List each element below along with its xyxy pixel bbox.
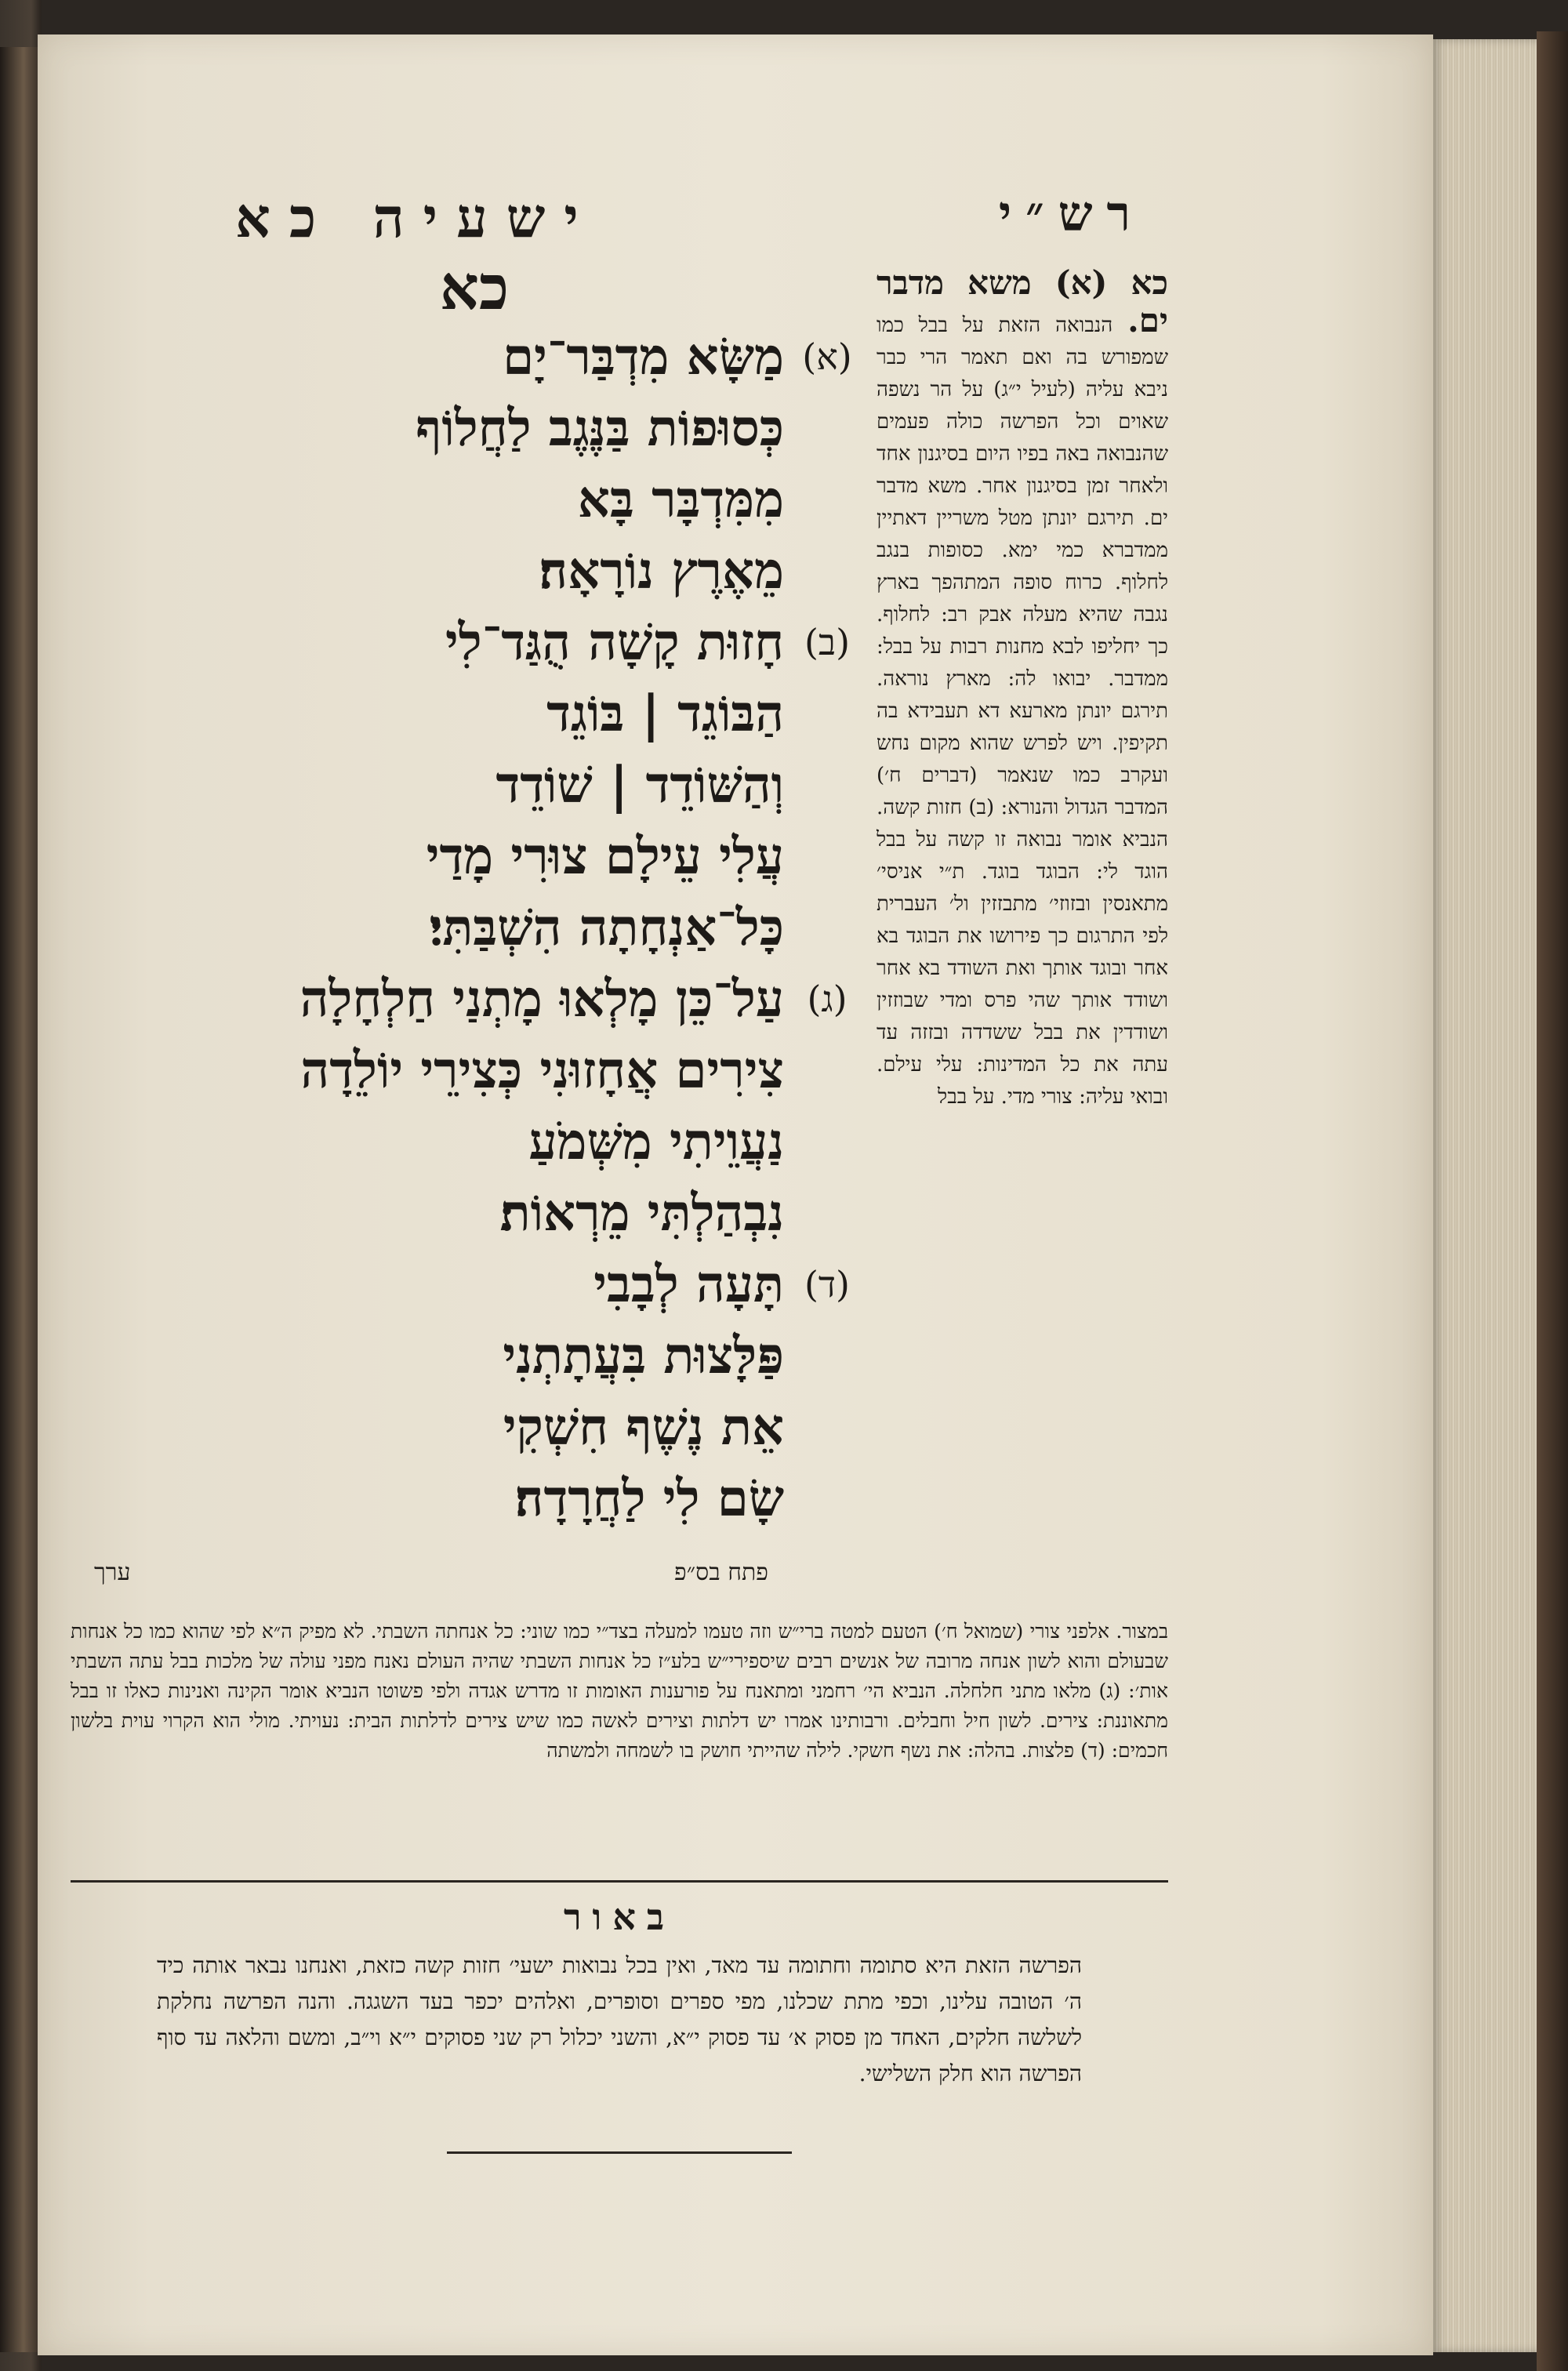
verse-line [157,393,862,464]
verse-text: כְּסוּפוֹת בַּנֶּגֶב לַחֲלוֹף [416,399,784,458]
chapter-number: כא [439,252,510,324]
verse-line [157,321,862,393]
verse-line [157,464,862,536]
page-edges [1433,39,1551,2352]
verse-number: (ב) [804,621,851,663]
verse-text: הַבּוֹגֵד | בּוֹגֵד [546,684,784,743]
page-marks [94,1559,768,1598]
verse-text: עֲלִי עֵילָם צוּרִי מָדַי [426,827,784,886]
verse-text: מֵאֶרֶץ נוֹרָאָה׃ [539,542,784,601]
verse-line [157,1463,862,1534]
verse-text: מַשָּׂא מִדְבַּר־יָם [503,328,784,387]
catchword: ערך [94,1559,131,1586]
verse-line [157,964,862,1035]
rashi-commentary [877,263,1169,1615]
verse-line [157,1035,862,1106]
verse-text: שָׂם לִי לַחֲרָדָה׃ [514,1469,784,1528]
verse-line [157,1249,862,1320]
rashi-body: הנבואה הזאת על בבל כמו שמפורש בה ואם תאמר הרי כבר ניבא עליה (לעיל י״ג) על הר נשפה שאוים וכל הפרשה כולה פעמים שהנבואה באה בפיו היום בסיגנון אחד ולאחר זמן בסיגנון אחר. משא מדבר ים. תירגם יונתן מטל משריין דאתיין ממדברא כמי ימא. כסופות בנגב לחלוף. כרוח סופה המתהפך בארץ נגבה שהיא מעלה אבק רב: לחלוף. כך יחליפו לבא מחנות רבות על בבל: ממדבר. יבואו לה: מארץ נוראה. תירגם יונתן מארעא דא תעבידא בה תקיפין. ויש לפרש שהוא מקום נחש ועקרב כמו שנאמר (דברים ח׳) המדבר הגדול והנורא: (ב) חזות קשה. הנביא אומר נבואה זו קשה על בבל הוגד לי: הבוגד בוגד. ת״י אניסי׳ מתאנסין ובזוזי׳ מתבזזין ול׳ העברית לפי התרגום כך פירושו את הבוגד בא אחר ובוגד אותך ואת השודד בא אחר ושודד אותך שהי פרס ומדי שבוזזין ושודדין את בבל ששדדה ובזזה עד עתה את כל המדינות: עלי עילם. ובואי עליה: צורי מדי. על בבל [877,314,1168,1109]
beur-title: באור [563,1896,676,1938]
right-binding [1537,31,1568,2371]
verse-line [157,821,862,892]
left-binding [0,47,39,2352]
verse-line [157,1106,862,1178]
verse-text: חָזוּת קָשָׁה הֻגַּד־לִי [445,613,784,672]
beur-divider [447,2151,792,2154]
verse-text: וְהַשּׁוֹדֵד | שׁוֹדֵד [495,756,784,815]
parasha-mark: פתח בס״פ [674,1559,768,1586]
beur-text: הפרשה הזאת היא סתומה וחתומה עד מאד, ואין בכל נבואות ישעי׳ חזות קשה כזאת, ואנחנו נבאר אותה כיד ה׳ הטובה עלינו, וכפי מתת שכלנו, מפי ספרים וסופרים, ואלהים יכפר בעד השגגה. והנה הפרשה נחלקת לשלשה חלקים, האחד מן פסוק א׳ עד פסוק י״א, והשני יכלול רק שני פסוקים י״א וי״ב, ומשם והלאה עד סוף הפרשה הוא חלק השלישי. [157,1952,1082,2086]
verse-column [157,321,862,1615]
verse-line [157,1392,862,1463]
verse-line [157,750,862,821]
verse-line [157,1178,862,1249]
rashi-heading: כא (א) משא מדבר ים. [877,263,1169,339]
verse-line [157,536,862,607]
rashi-commentary-continued: במצור. אלפני צורי (שמואל ח׳) הטעם למטה ברי״ש וזה טעמו למעלה בצד״י כמו שוני: כל אנחתה השבתי. לא מפיק ה״א לפי שהוא כמו כל אנחות שבעולם והוא לשון אנחה מרובה של אנשים רבים שיספירי״ש בלע״ז כל אנחות השבתי שהיה העולם נאנח מפני עולה של מלכות בבל עתה השבתי אות׳: (ג) מלאו מתני חלחלה. הנביא הי׳ רחמני ומתאנח על פורענות האומות זו מדרש אגדה ולפי פשוטו הנביא אומר הקינה ואנינות כאלו זו בבל מתאוננת: צירים. לשון חיל וחבלים. ורבותינו אמרו יש דלתות וצירים לאשה כמו שיש צירים לדלתות הבית: נעויתי. מולי הוא הקרוי עוית בלשון חכמים: (ד) פלצות. בהלה: את נשף חשקי. לילה שהייתי חושק בו לשמחה ולמשתה [71,1620,1168,1762]
verse-number: (ג) [807,978,848,1020]
running-header-book: ישעיה כא [235,185,597,250]
verse-text: מִמִּדְבָּר בָּא [577,470,784,529]
verse-number: (א) [802,336,852,378]
verse-line [157,892,862,964]
section-divider [71,1880,1168,1883]
verse-text: נַעֲוֵיתִי מִשְּׁמֹעַ [528,1113,784,1171]
verse-text: פַּלָּצוּת בִּעֲתָתְנִי [503,1327,784,1385]
verse-text: נִבְהַלְתִּי מֵרְאוֹת׃ [499,1184,784,1243]
verse-text: צִירִים אֲחָזוּנִי כְּצִירֵי יוֹלֵדָה [300,1041,784,1100]
verse-line [157,1320,862,1392]
verse-text: אֵת נֶשֶׁף חִשְׁקִי [503,1398,784,1457]
running-header-commentary: רש״י [998,185,1145,242]
verse-line [157,678,862,750]
verse-text: תָּעָה לְבָבִי [593,1255,784,1314]
verse-line [157,607,862,678]
verse-number: (ד) [804,1263,851,1305]
verse-text: כָּל־אַנְחָתָה הִשְׁבַּתִּי׃ [429,899,784,957]
verse-text: עַל־כֵּן מָלְאוּ מָתְנַי חַלְחָלָה [299,970,784,1029]
